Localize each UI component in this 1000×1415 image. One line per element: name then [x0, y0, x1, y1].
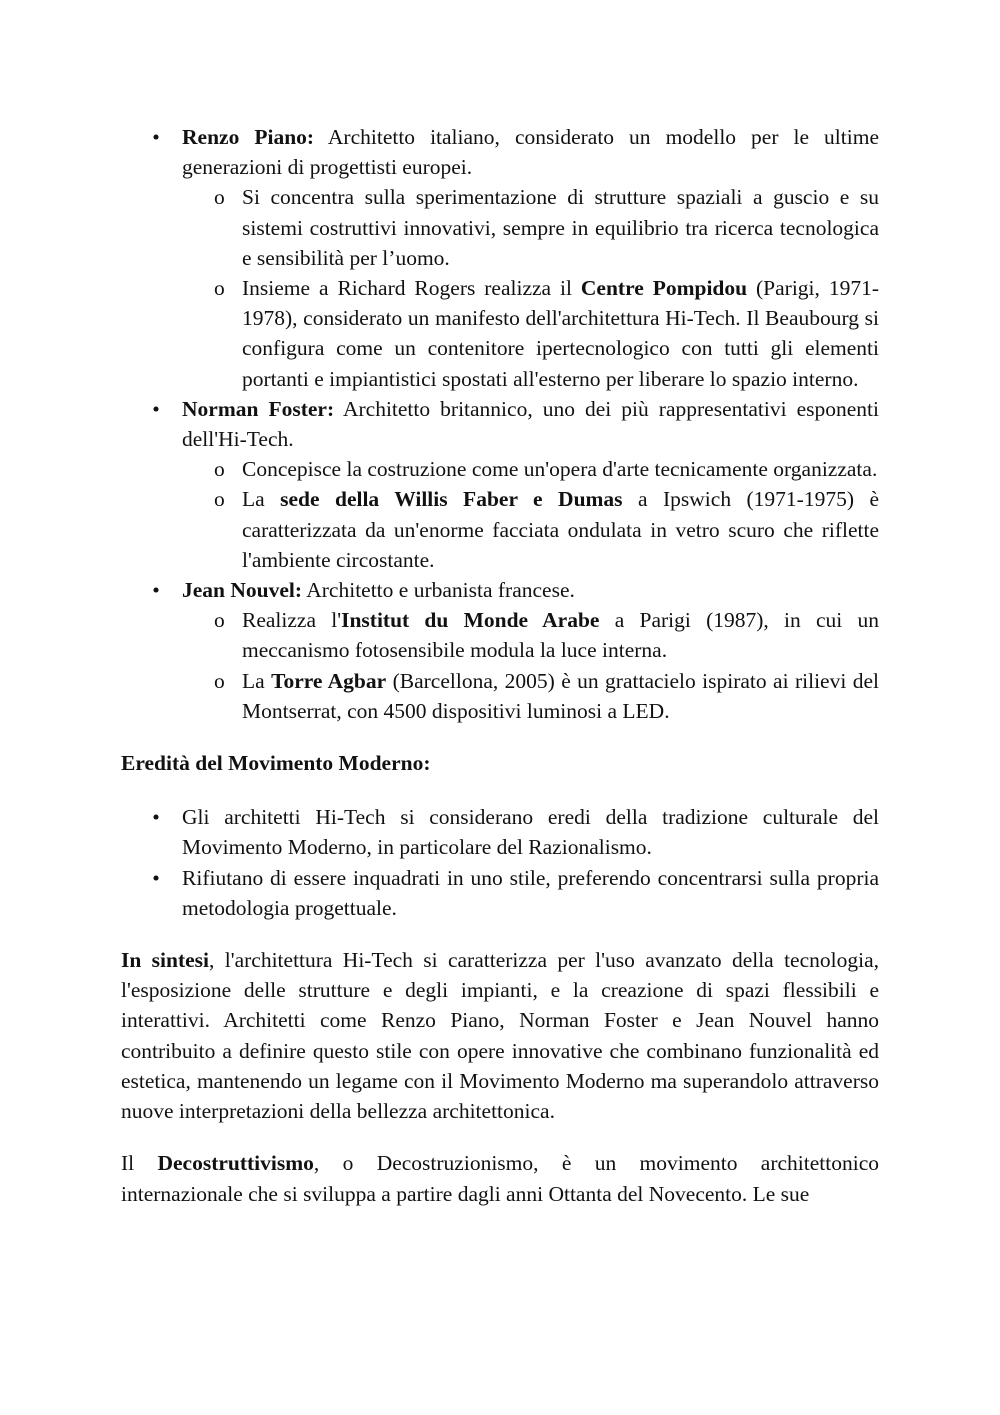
point-text: Insieme a Richard Rogers realizza il [242, 276, 581, 301]
legacy-item [152, 863, 879, 923]
summary-text: , l'architettura Hi-Tech si caratterizza per l'uso avanzato della tecnologia, l'esposizione delle strutture e degli impianti, e la creazione di spazi flessibili e interattivi. Architetti come Renzo Piano, Norman Foster e Jean Nouvel hanno contribuito a definire questo stile con opere innovative che combinano funzionalità ed estetica, mantenendo un legame con il Movimento Moderno ma superandolo attraverso nuove interpretazioni della bellezza architettonica. [121, 948, 879, 1124]
architects-list [121, 122, 879, 726]
bullet-icon: • [152, 805, 160, 830]
bullet-icon: • [152, 125, 160, 149]
circle-bullet-icon: o [214, 668, 225, 693]
architect-point [214, 666, 879, 726]
section-heading-legacy: Eredità del Movimento Moderno: [121, 751, 431, 776]
circle-bullet-icon: o [214, 487, 225, 512]
summary-paragraph [121, 945, 879, 1126]
architect-description: Architetto e urbanista francese. [302, 578, 575, 603]
architect-name: Jean Nouvel: [182, 578, 303, 603]
point-text: a Ipswich (1971-1975) è caratterizzata da un'enorme facciata ondulata in vetro scuro che riflette l'ambiente circostante. [242, 487, 879, 572]
architect-description: Architetto italiano, considerato un modello per le ultime generazioni di progettisti europei. [182, 125, 879, 180]
point-text: Realizza l' [242, 608, 342, 633]
deconstructivism-paragraph [121, 1148, 879, 1208]
point-text: La [242, 668, 272, 693]
circle-bullet-icon: o [214, 276, 225, 301]
architect-point [214, 273, 879, 394]
architect-description: Architetto britannico, uno dei più rappresentativi esponenti dell'Hi-Tech. [182, 396, 879, 452]
architect-name: Renzo Piano: [182, 125, 315, 149]
legacy-text: Gli architetti Hi-Tech si considerano eredi della tradizione culturale del Movimento Moderno, in particolare del Razionalismo. [182, 805, 879, 860]
circle-bullet-icon: o [214, 608, 225, 633]
circle-bullet-icon: o [214, 457, 225, 482]
paragraph-text: , o Decostruzionismo, è un movimento architettonico internazionale che si sviluppa a partire dagli anni Ottanta del Novecento. Le sue [121, 1151, 879, 1206]
work-title: Institut du Monde Arabe [341, 608, 600, 633]
legacy-text: Rifiutano di essere inquadrati in uno stile, preferendo concentrarsi sulla propria metodologia progettuale. [182, 865, 879, 920]
architect-point [214, 605, 879, 665]
legacy-list [121, 802, 879, 923]
point-text: (Parigi, 1971-1978), considerato un manifesto dell'architettura Hi-Tech. Il Beaubourg si configura come un contenitore ipertecnologico con tutti gli elementi portanti e impiantistici spostati all'esterno per liberare lo spazio interno. [242, 276, 879, 391]
bullet-icon: • [152, 578, 160, 603]
point-text: Si concentra sulla sperimentazione di strutture spaziali a guscio e su sistemi costruttivi innovativi, sempre in equilibrio tra ricerca tecnologica e sensibilità per l’uomo. [242, 185, 879, 270]
bullet-icon: • [152, 396, 160, 421]
point-text: a Parigi (1987), in cui un meccanismo fotosensibile modula la luce interna. [242, 608, 879, 663]
work-title: sede della Willis Faber e Dumas [280, 487, 623, 512]
circle-bullet-icon: o [214, 185, 225, 210]
architect-point [214, 454, 879, 484]
work-title: Torre Agbar [271, 668, 387, 693]
bullet-icon: • [152, 865, 160, 890]
architect-item-nouvel [152, 575, 879, 726]
architect-points [182, 454, 879, 575]
architect-item-foster [152, 394, 879, 575]
architect-point [214, 484, 879, 575]
legacy-item [152, 802, 879, 862]
term-deconstructivism: Decostruttivismo [157, 1151, 314, 1176]
architect-points [182, 182, 879, 393]
architect-points [182, 605, 879, 726]
document-page [121, 122, 879, 1209]
summary-lead: In sintesi [121, 948, 210, 973]
point-text: Concepisce la costruzione come un'opera d'arte tecnicamente organizzata. [242, 457, 878, 482]
point-text: (Barcellona, 2005) è un grattacielo ispirato ai rilievi del Montserrat, con 4500 dispositivi luminosi a LED. [242, 668, 879, 723]
point-text: La [242, 487, 281, 512]
architect-name: Norman Foster: [182, 396, 335, 421]
architect-point [214, 182, 879, 273]
architect-item-piano [152, 122, 879, 394]
paragraph-text: Il [121, 1151, 158, 1176]
work-title: Centre Pompidou [580, 276, 748, 301]
